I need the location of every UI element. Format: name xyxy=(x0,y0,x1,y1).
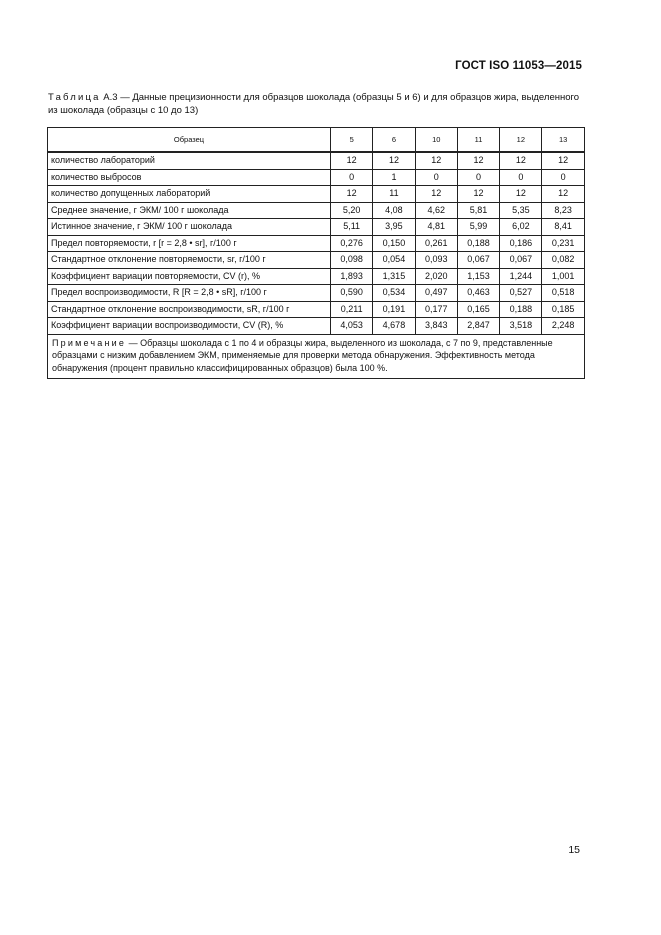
cell-value: 4,08 xyxy=(373,202,415,219)
row-label: Предел воспроизводимости, R [R = 2,8 • sR], г/100 г xyxy=(48,285,331,302)
cell-value: 0,231 xyxy=(542,235,584,252)
cell-value: 8,41 xyxy=(542,219,584,236)
document-header: ГОСТ ISO 11053—2015 xyxy=(455,60,582,72)
cell-value: 0,177 xyxy=(415,301,457,318)
table-note xyxy=(48,334,585,379)
cell-value: 0,518 xyxy=(542,285,584,302)
cell-value: 0,590 xyxy=(331,285,373,302)
cell-value: 0,067 xyxy=(500,252,542,269)
table-row xyxy=(48,318,585,335)
cell-value: 3,843 xyxy=(415,318,457,335)
table-row xyxy=(48,186,585,203)
cell-value: 12 xyxy=(331,152,373,169)
cell-value: 0,165 xyxy=(457,301,499,318)
note-text: — Образцы шоколада с 1 по 4 и образцы жира, выделенного из шоколада, с 7 по 9, представленные образцами с низким добавлением ЭКМ, применяемые для проверки метода обнаружения. Эффективность метода обнаружения (процент правильно классифицированных образцов) была 100 %. xyxy=(52,337,553,373)
cell-value: 1,315 xyxy=(373,268,415,285)
cell-value: 12 xyxy=(373,152,415,169)
cell-value: 0,497 xyxy=(415,285,457,302)
table-row xyxy=(48,219,585,236)
cell-value: 12 xyxy=(542,152,584,169)
caption-text: — Данные прецизионности для образцов шоколада (образцы 5 и 6) и для образцов жира, выделенного из шоколада (образцы с 10 до 13) xyxy=(48,92,580,116)
cell-value: 2,020 xyxy=(415,268,457,285)
header-column: 12 xyxy=(500,128,542,153)
cell-value: 0,054 xyxy=(373,252,415,269)
cell-value: 0,188 xyxy=(500,301,542,318)
table-row xyxy=(48,202,585,219)
header-sample-label: Образец xyxy=(48,128,331,153)
cell-value: 2,248 xyxy=(542,318,584,335)
cell-value: 0,188 xyxy=(457,235,499,252)
cell-value: 0,534 xyxy=(373,285,415,302)
row-label: Коэффициент вариации повторяемости, CV (r), % xyxy=(48,268,331,285)
row-label: Предел повторяемости, r [r = 2,8 • sr], г/100 г xyxy=(48,235,331,252)
cell-value: 1,001 xyxy=(542,268,584,285)
cell-value: 0,527 xyxy=(500,285,542,302)
note-label: Примечание xyxy=(52,337,127,348)
cell-value: 1,153 xyxy=(457,268,499,285)
table-caption xyxy=(48,91,583,117)
cell-value: 0,276 xyxy=(331,235,373,252)
cell-value: 12 xyxy=(542,186,584,203)
cell-value: 8,23 xyxy=(542,202,584,219)
cell-value: 0 xyxy=(500,169,542,186)
cell-value: 0,186 xyxy=(500,235,542,252)
cell-value: 5,81 xyxy=(457,202,499,219)
row-label: количество выбросов xyxy=(48,169,331,186)
cell-value: 0 xyxy=(542,169,584,186)
cell-value: 3,518 xyxy=(500,318,542,335)
cell-value: 12 xyxy=(331,186,373,203)
row-label: Коэффициент вариации воспроизводимости, CV (R), % xyxy=(48,318,331,335)
caption-number: А.3 xyxy=(103,92,118,103)
table-row xyxy=(48,169,585,186)
cell-value: 1 xyxy=(373,169,415,186)
header-column: 6 xyxy=(373,128,415,153)
cell-value: 0,150 xyxy=(373,235,415,252)
cell-value: 4,81 xyxy=(415,219,457,236)
cell-value: 2,847 xyxy=(457,318,499,335)
cell-value: 0,082 xyxy=(542,252,584,269)
cell-value: 12 xyxy=(415,186,457,203)
table-row xyxy=(48,285,585,302)
row-label: Стандартное отклонение повторяемости, sr, г/100 г xyxy=(48,252,331,269)
cell-value: 4,053 xyxy=(331,318,373,335)
cell-value: 0 xyxy=(415,169,457,186)
cell-value: 5,35 xyxy=(500,202,542,219)
cell-value: 0,211 xyxy=(331,301,373,318)
table-row xyxy=(48,235,585,252)
cell-value: 0,261 xyxy=(415,235,457,252)
cell-value: 3,95 xyxy=(373,219,415,236)
row-label: Среднее значение, г ЭКМ/ 100 г шоколада xyxy=(48,202,331,219)
table-row xyxy=(48,301,585,318)
page-number: 15 xyxy=(568,844,580,856)
cell-value: 0,191 xyxy=(373,301,415,318)
cell-value: 1,244 xyxy=(500,268,542,285)
cell-value: 12 xyxy=(457,186,499,203)
precision-data-table xyxy=(47,127,585,379)
header-column: 13 xyxy=(542,128,584,153)
cell-value: 4,62 xyxy=(415,202,457,219)
header-column: 10 xyxy=(415,128,457,153)
cell-value: 0,067 xyxy=(457,252,499,269)
cell-value: 12 xyxy=(415,152,457,169)
cell-value: 0 xyxy=(457,169,499,186)
header-column: 11 xyxy=(457,128,499,153)
row-label: количество допущенных лабораторий xyxy=(48,186,331,203)
cell-value: 0,185 xyxy=(542,301,584,318)
cell-value: 12 xyxy=(500,186,542,203)
row-label: количество лабораторий xyxy=(48,152,331,169)
table-note-row xyxy=(48,334,585,379)
cell-value: 4,678 xyxy=(373,318,415,335)
header-column: 5 xyxy=(331,128,373,153)
cell-value: 11 xyxy=(373,186,415,203)
cell-value: 0,098 xyxy=(331,252,373,269)
cell-value: 12 xyxy=(500,152,542,169)
cell-value: 5,99 xyxy=(457,219,499,236)
table-header-row xyxy=(48,128,585,153)
cell-value: 5,20 xyxy=(331,202,373,219)
row-label: Истинное значение, г ЭКМ/ 100 г шоколада xyxy=(48,219,331,236)
cell-value: 12 xyxy=(457,152,499,169)
caption-label: Таблица xyxy=(48,92,101,103)
cell-value: 0,093 xyxy=(415,252,457,269)
cell-value: 0,463 xyxy=(457,285,499,302)
cell-value: 5,11 xyxy=(331,219,373,236)
cell-value: 0 xyxy=(331,169,373,186)
table-row xyxy=(48,252,585,269)
cell-value: 6,02 xyxy=(500,219,542,236)
row-label: Стандартное отклонение воспроизводимости, sR, г/100 г xyxy=(48,301,331,318)
table-row xyxy=(48,152,585,169)
table-row xyxy=(48,268,585,285)
cell-value: 1,893 xyxy=(331,268,373,285)
